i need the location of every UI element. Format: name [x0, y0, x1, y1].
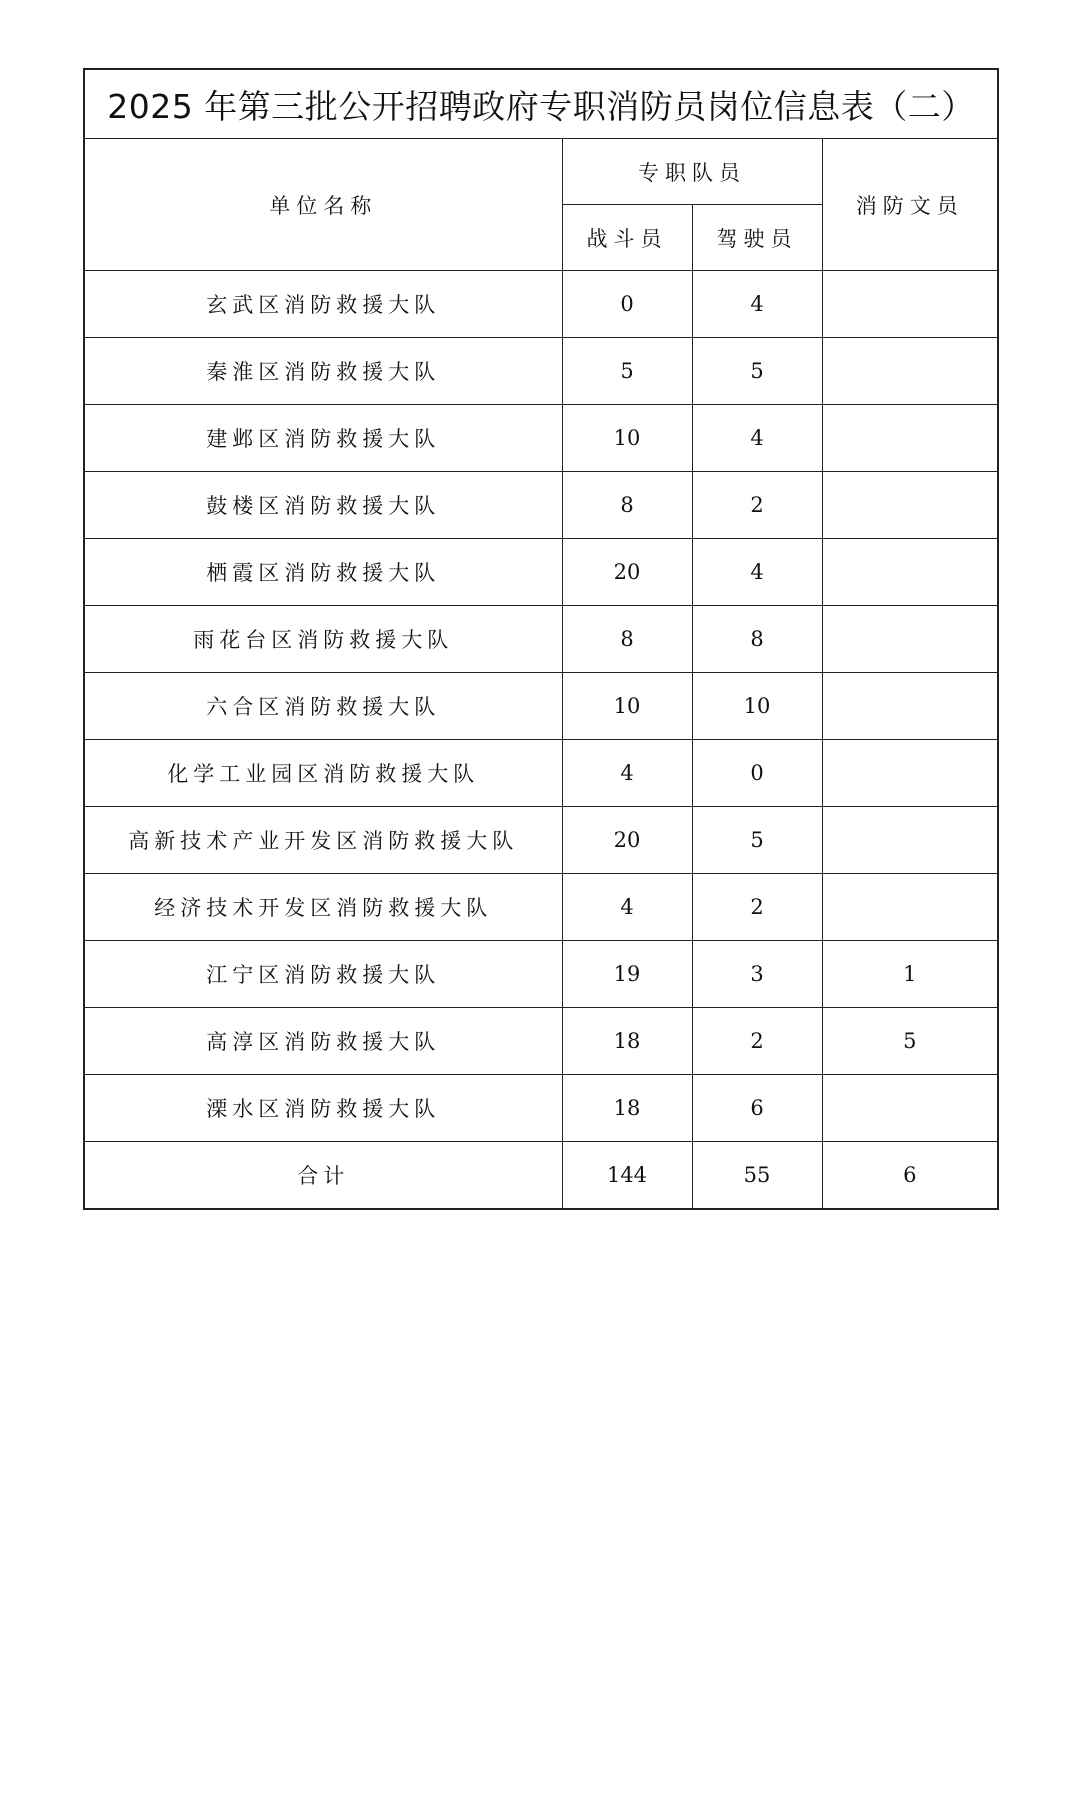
table-row	[84, 1008, 998, 1075]
total-driver: 55	[692, 1142, 822, 1210]
civilian-count-cell	[822, 472, 998, 539]
fighter-count-cell: 20	[562, 807, 692, 874]
unit-name-cell: 高新技术产业开发区消防救援大队	[84, 807, 562, 874]
recruitment-table	[83, 68, 999, 1210]
unit-name-cell: 雨花台区消防救援大队	[84, 606, 562, 673]
fighter-count-cell: 5	[562, 338, 692, 405]
document-page	[83, 68, 997, 1210]
driver-count-cell: 2	[692, 874, 822, 941]
total-label: 合计	[84, 1142, 562, 1210]
civilian-count-cell: 5	[822, 1008, 998, 1075]
unit-name-cell: 六合区消防救援大队	[84, 673, 562, 740]
table-row	[84, 405, 998, 472]
unit-name-cell: 溧水区消防救援大队	[84, 1075, 562, 1142]
driver-count-cell: 8	[692, 606, 822, 673]
driver-count-cell: 4	[692, 271, 822, 338]
driver-count-cell: 6	[692, 1075, 822, 1142]
table-row	[84, 271, 998, 338]
driver-count-cell: 4	[692, 405, 822, 472]
unit-name-cell: 江宁区消防救援大队	[84, 941, 562, 1008]
table-row	[84, 673, 998, 740]
unit-name-cell: 鼓楼区消防救援大队	[84, 472, 562, 539]
table-row	[84, 1075, 998, 1142]
fighter-count-cell: 8	[562, 472, 692, 539]
civilian-count-cell	[822, 271, 998, 338]
civilian-count-cell	[822, 405, 998, 472]
driver-count-cell: 5	[692, 807, 822, 874]
header-fighter: 战斗员	[562, 205, 692, 271]
driver-count-cell: 5	[692, 338, 822, 405]
fighter-count-cell: 10	[562, 673, 692, 740]
fighter-count-cell: 18	[562, 1008, 692, 1075]
header-driver: 驾驶员	[692, 205, 822, 271]
table-row	[84, 874, 998, 941]
fighter-count-cell: 0	[562, 271, 692, 338]
civilian-count-cell	[822, 673, 998, 740]
unit-name-cell: 秦淮区消防救援大队	[84, 338, 562, 405]
total-fighter: 144	[562, 1142, 692, 1210]
civilian-count-cell	[822, 539, 998, 606]
driver-count-cell: 3	[692, 941, 822, 1008]
driver-count-cell: 4	[692, 539, 822, 606]
civilian-count-cell	[822, 740, 998, 807]
total-civilian: 6	[822, 1142, 998, 1210]
fighter-count-cell: 18	[562, 1075, 692, 1142]
civilian-count-cell	[822, 874, 998, 941]
table-title: 2025 年第三批公开招聘政府专职消防员岗位信息表（二）	[84, 69, 998, 139]
unit-name-cell: 高淳区消防救援大队	[84, 1008, 562, 1075]
driver-count-cell: 10	[692, 673, 822, 740]
civilian-count-cell	[822, 606, 998, 673]
table-row	[84, 472, 998, 539]
civilian-count-cell	[822, 338, 998, 405]
table-row	[84, 740, 998, 807]
table-row	[84, 807, 998, 874]
fighter-count-cell: 20	[562, 539, 692, 606]
table-row	[84, 539, 998, 606]
unit-name-cell: 栖霞区消防救援大队	[84, 539, 562, 606]
unit-name-cell: 化学工业园区消防救援大队	[84, 740, 562, 807]
fighter-count-cell: 10	[562, 405, 692, 472]
table-row	[84, 338, 998, 405]
unit-name-cell: 建邺区消防救援大队	[84, 405, 562, 472]
header-civilian: 消防文员	[822, 139, 998, 271]
driver-count-cell: 2	[692, 472, 822, 539]
total-row	[84, 1142, 998, 1210]
fighter-count-cell: 8	[562, 606, 692, 673]
unit-name-cell: 玄武区消防救援大队	[84, 271, 562, 338]
table-row	[84, 606, 998, 673]
header-fulltime-group: 专职队员	[562, 139, 822, 205]
fighter-count-cell: 4	[562, 874, 692, 941]
civilian-count-cell	[822, 807, 998, 874]
header-unit-name: 单位名称	[84, 139, 562, 271]
civilian-count-cell: 1	[822, 941, 998, 1008]
fighter-count-cell: 19	[562, 941, 692, 1008]
driver-count-cell: 0	[692, 740, 822, 807]
driver-count-cell: 2	[692, 1008, 822, 1075]
unit-name-cell: 经济技术开发区消防救援大队	[84, 874, 562, 941]
fighter-count-cell: 4	[562, 740, 692, 807]
civilian-count-cell	[822, 1075, 998, 1142]
table-row	[84, 941, 998, 1008]
table-body	[84, 271, 998, 1142]
